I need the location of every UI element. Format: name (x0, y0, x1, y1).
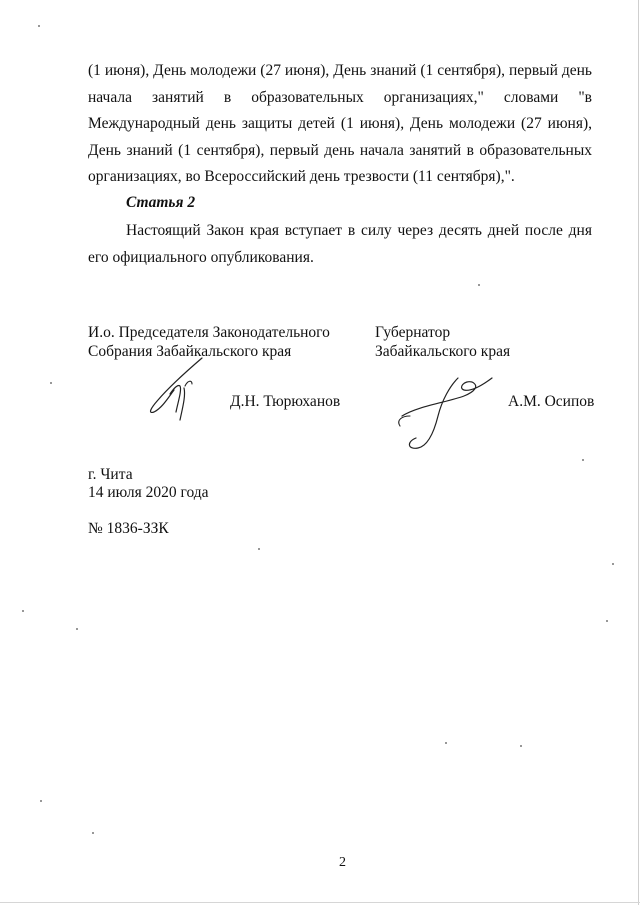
scan-speck (582, 459, 584, 461)
scan-speck (445, 742, 447, 744)
scan-speck (606, 620, 608, 622)
right-handwritten-signature (388, 372, 498, 452)
scan-speck (76, 628, 78, 630)
scan-edge-right (638, 0, 639, 905)
scan-edge-bottom (0, 902, 640, 903)
scan-speck (520, 745, 522, 747)
left-handwritten-signature (140, 350, 230, 425)
article-text: Настоящий Закон края вступает в силу через десять дней после дня его официального опубликования. (88, 222, 592, 266)
place-of-signing: г. Чита (88, 466, 133, 483)
scan-speck (258, 548, 260, 550)
law-number: № 1836-ЗЗК (88, 520, 169, 537)
place-and-date (88, 466, 209, 502)
right-signatory-title (375, 323, 510, 361)
left-signatory-name: Д.Н. Тюрюханов (230, 393, 341, 410)
right-signatory-title-line1: Губернатор (375, 324, 451, 341)
left-signatory-title-line2: Собрания Забайкальского края (88, 343, 292, 360)
scan-speck (612, 563, 614, 565)
article-heading: Статья 2 (126, 194, 196, 211)
scan-speck (22, 610, 24, 612)
left-signatory-title-line1: И.о. Председателя Законодательного (88, 324, 330, 341)
scan-speck (40, 800, 42, 802)
right-signatory-title-line2: Забайкальского края (375, 343, 511, 360)
date-of-signing: 14 июля 2020 года (88, 484, 209, 501)
paragraph-continuation: (1 июня), День молодежи (27 июня), День знаний (1 сентября), первый день начала занятий в образовательных организациях," словами "в Международный день защиты детей (1 июня), День молодежи (27 июня), День знаний (1 сентября), первый день начала занятий в образовательных организациях, во Всероссийский день трезвости (11 сентября),". (88, 62, 592, 185)
scan-speck (478, 284, 480, 286)
scan-speck (50, 382, 52, 384)
scan-speck (92, 832, 94, 834)
right-signatory-name: А.М. Осипов (508, 393, 595, 410)
page-number: 2 (339, 855, 346, 870)
scan-speck (38, 25, 40, 27)
